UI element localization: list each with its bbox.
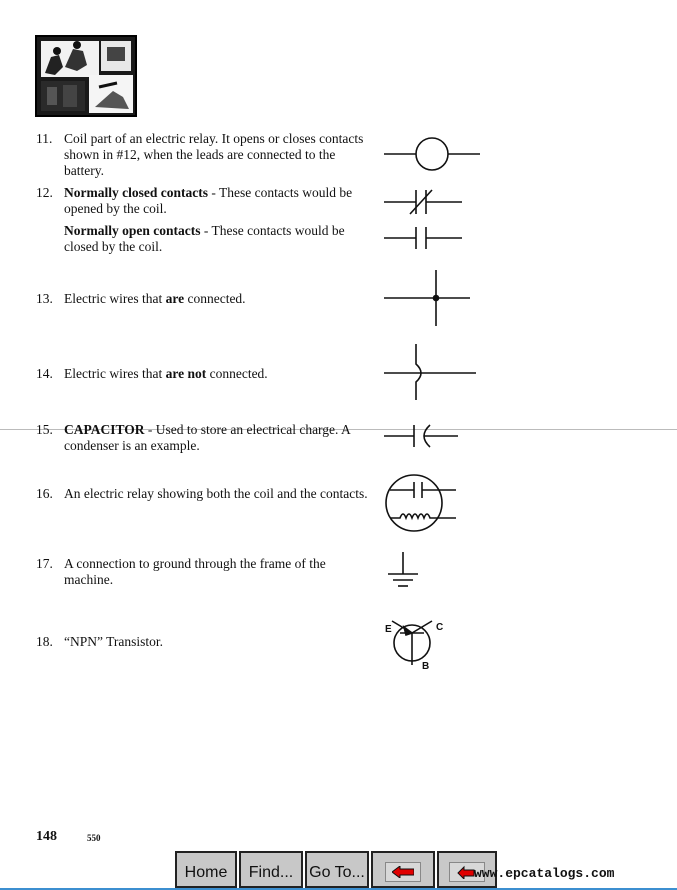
normally-open-contacts-symbol xyxy=(384,224,464,252)
item-text: Electric wires that are not connected. xyxy=(64,366,268,381)
item-number: 13. xyxy=(36,291,53,306)
base-label: B xyxy=(422,661,430,672)
item-number: 15. xyxy=(36,422,53,437)
item-text: Normally closed contacts - These contacts would be opened by the coil. xyxy=(64,185,353,216)
list-item-17 xyxy=(36,556,376,588)
home-button[interactable]: Home xyxy=(175,851,237,888)
document-code: 550 xyxy=(87,833,101,843)
back-button[interactable] xyxy=(371,851,435,888)
page-number: 148 xyxy=(36,829,57,844)
list-item-18 xyxy=(36,634,376,650)
list-item-12 xyxy=(36,185,376,217)
item-text: CAPACITOR - Used to store an electrical charge. A condenser is an example. xyxy=(64,422,351,453)
npn-transistor-symbol xyxy=(380,615,450,673)
find-button[interactable]: Find... xyxy=(239,851,303,888)
item-text: Normally open contacts - These contacts would be closed by the coil. xyxy=(64,223,345,254)
item-number: 16. xyxy=(36,486,53,501)
list-item-12b xyxy=(36,223,376,255)
item-text: “NPN” Transistor. xyxy=(64,634,164,649)
non-connected-wires-symbol xyxy=(384,344,478,400)
ground-symbol xyxy=(386,552,422,592)
capacitor-symbol xyxy=(384,422,460,452)
relay-coil-and-contacts-symbol xyxy=(384,472,458,534)
item-text: Electric wires that are connected. xyxy=(64,291,246,306)
list-item-15 xyxy=(36,422,376,454)
normally-closed-contacts-symbol xyxy=(384,188,464,216)
connected-wires-symbol xyxy=(384,270,472,328)
item-number: 11. xyxy=(36,131,53,146)
item-number: 14. xyxy=(36,366,53,381)
collector-label: C xyxy=(436,622,444,633)
red-left-arrow-icon xyxy=(385,862,421,882)
emitter-label: E xyxy=(385,624,392,635)
goto-button[interactable]: Go To... xyxy=(305,851,369,888)
item-text: Coil part of an electric relay. It opens or closes contacts shown in #12, when the leads are connected to the battery. xyxy=(64,131,364,178)
list-item-16 xyxy=(36,486,376,502)
list-item-14 xyxy=(36,366,376,382)
list-item-11 xyxy=(36,131,376,179)
item-number: 17. xyxy=(36,556,53,571)
header-photo xyxy=(35,35,137,117)
item-number: 12. xyxy=(36,185,53,200)
relay-coil-symbol xyxy=(384,134,480,174)
item-number: 18. xyxy=(36,634,53,649)
watermark-text: www.epcatalogs.com xyxy=(474,866,615,881)
item-text: A connection to ground through the frame of the machine. xyxy=(64,556,326,587)
item-text: An electric relay showing both the coil and the contacts. xyxy=(64,486,368,501)
list-item-13 xyxy=(36,291,376,307)
